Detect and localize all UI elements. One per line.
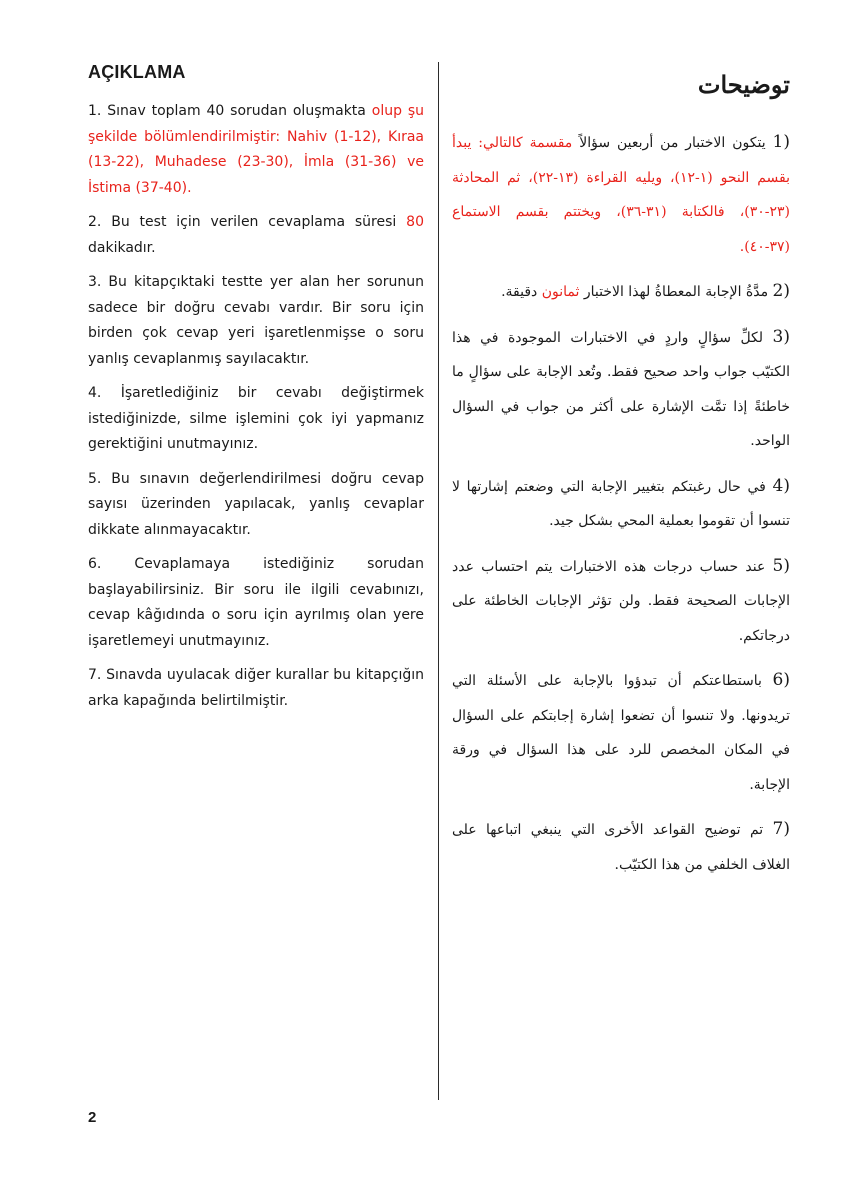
- turkish-title: AÇIKLAMA: [88, 62, 186, 82]
- turkish-instruction-5: [88, 467, 424, 544]
- instruction-text: 7. Sınavda uyulacak diğer kurallar bu kitapçığın arka kapağında belirtilmiştir.: [88, 667, 424, 709]
- instruction-text: 4. İşaretlediğiniz bir cevabı değiştirmek istediğinizde, silme işlemini çok iyi yapmanız gerektiğini unutmayınız.: [88, 385, 424, 452]
- turkish-instruction-1: [88, 99, 424, 201]
- instruction-number: 5): [772, 555, 790, 576]
- arabic-instruction-2: [452, 274, 790, 310]
- arabic-instruction-4: [452, 469, 790, 539]
- instruction-text: 6. Cevaplamaya istediğiniz sorudan başlayabilirsiniz. Bir soru ile ilgili cevabınızı, cevap kâğıdında o soru için ayrılmış olan yere işaretlemeyi unutmayınız.: [88, 556, 424, 649]
- arabic-instruction-3: [452, 320, 790, 459]
- instruction-number: 3): [772, 326, 790, 347]
- instruction-text: في حال رغبتكم بتغيير الإجابة التي وضعتم إشارتها لا تنسوا أن تقوموا بعملية المحي بشكل جيد.: [452, 478, 790, 529]
- arabic-instruction-5: [452, 549, 790, 654]
- instruction-highlight: مقسمة كالتالي: يبدأ بقسم النحو (١-١٢)، ويليه القراءة (١٣-٢٢)، ثم المحادثة (٢٣-٣٠)، فالكتابة (٣١-٣٦)، ويختتم بقسم الاستماع (٣٧-٤٠).: [452, 135, 790, 255]
- instruction-text: لكلِّ سؤالٍ واردٍ في الاختبارات الموجودة في هذا الكتيّب جواب واحد صحيح فقط. وتُعد الإجابة على سؤالٍ ما خاطئةً إذا تمَّت الإشارة على أكثر من جواب في السؤال الواحد.: [452, 329, 790, 449]
- instruction-text: باستطاعتكم أن تبدؤوا بالإجابة على الأسئلة التي تريدونها. ولا تنسوا أن تضعوا إشارة إجابتكم على السؤال في المكان المخصص للرد على هذا السؤال في ورقة الإجابة.: [452, 673, 790, 793]
- instruction-text-end: dakikadır.: [88, 239, 156, 256]
- arabic-instruction-1: [452, 125, 790, 264]
- arabic-title: توضيحات: [697, 70, 790, 99]
- page-number: 2: [88, 1109, 97, 1126]
- column-divider: [438, 62, 439, 1100]
- arabic-instruction-7: [452, 812, 790, 882]
- turkish-instruction-7: [88, 663, 424, 714]
- instruction-text: 5. Bu sınavın değerlendirilmesi doğru cevap sayısı üzerinden yapılacak, yanlış cevaplar dikkate alınmayacaktır.: [88, 470, 424, 538]
- turkish-instruction-6: [88, 552, 424, 654]
- instruction-text: 3. Bu kitapçıktaki testte yer alan her sorunun sadece bir doğru cevabı vardır. Bir soru için birden çok cevap yeri işaretlenmişse o soru yanlış cevaplanmış sayılacaktır.: [88, 274, 424, 367]
- instruction-text-end: دقيقة.: [501, 284, 542, 300]
- instruction-text: مدَّةُ الإجابة المعطاةُ لهذا الاختبار: [579, 284, 773, 300]
- instruction-text: عند حساب درجات هذه الاختبارات يتم احتساب عدد الإجابات الصحيحة فقط. ولن تؤثر الإجابات الخاطئة على درجاتكم.: [452, 558, 790, 644]
- instruction-highlight: olup şu şekilde bölümlendirilmiştir: Nahiv (1-12), Kıraa (13-22), Muhadese (23-30), İmla (31-36) ve İstima (37-40).: [88, 103, 424, 196]
- arabic-instructions-column: [452, 70, 790, 892]
- instruction-number: 1): [772, 132, 790, 152]
- instruction-number: 7): [772, 819, 790, 839]
- turkish-instructions-column: [88, 62, 424, 723]
- turkish-instruction-3: [88, 270, 424, 372]
- instruction-text: تم توضيح القواعد الأخرى التي ينبغي اتباعها على الغلاف الخلفي من هذا الكتيّب.: [452, 822, 790, 873]
- instruction-text: 1. Sınav toplam 40 sorudan oluşmakta: [88, 103, 372, 119]
- instruction-text: 2. Bu test için verilen cevaplama süresi: [88, 214, 407, 230]
- instruction-highlight: 80: [406, 214, 424, 230]
- instruction-highlight: ثمانون: [541, 284, 580, 300]
- turkish-instruction-2: [88, 210, 424, 261]
- instruction-number: 6): [772, 670, 790, 690]
- instruction-number: 2): [772, 281, 790, 301]
- instruction-number: 4): [772, 475, 790, 496]
- turkish-instruction-4: [88, 381, 424, 458]
- arabic-instruction-6: [452, 663, 790, 802]
- instruction-text: يتكون الاختبار من أربعين سؤالاً: [572, 135, 773, 151]
